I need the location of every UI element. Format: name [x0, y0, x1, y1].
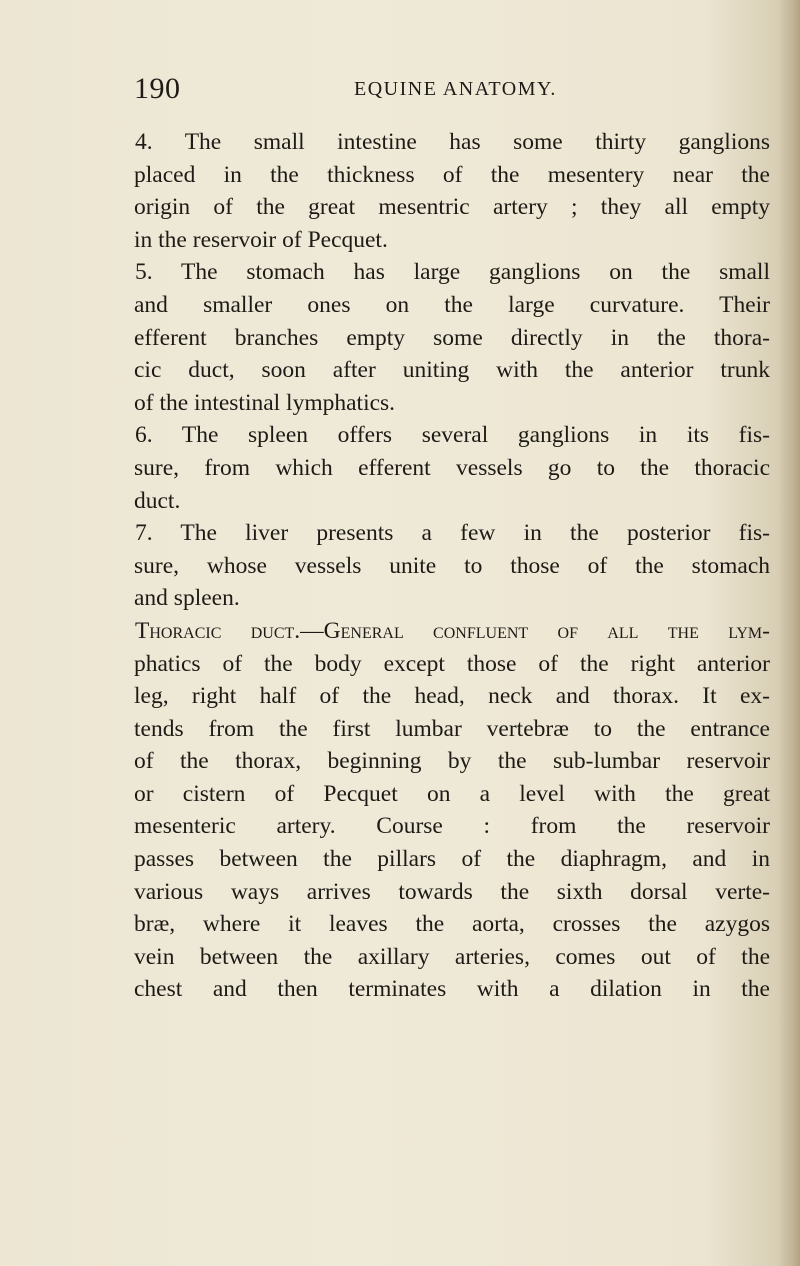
text-line: chest and then terminates with a dilation in the [134, 976, 770, 1003]
text-line: tends from the first lumbar vertebræ to the entrance [134, 715, 770, 742]
text-line: in the reservoir of Pecquet. [134, 226, 388, 253]
page-header [134, 72, 768, 112]
text-line: and smaller ones on the large curvature. Their [134, 291, 770, 318]
text-line: mesenteric artery. Course : from the reservoir [134, 813, 770, 840]
text-line: sure, from which efferent vessels go to the thoracic [134, 454, 770, 481]
text-line: leg, right half of the head, neck and thorax. It ex- [134, 683, 770, 710]
text-line: 4. The small intestine has some thirty ganglions [135, 129, 770, 155]
page-edge-shading [778, 0, 800, 1266]
text-line: placed in the thickness of the mesentery near the [134, 161, 770, 188]
text-line: origin of the great mesentric artery ; they all empty [134, 194, 770, 221]
text-line: and spleen. [134, 585, 240, 612]
text-line: passes between the pillars of the diaphragm, and in [134, 846, 770, 873]
text-line: sure, whose vessels unite to those of the stomach [134, 552, 770, 579]
body-text [134, 126, 770, 1006]
page-number: 190 [134, 72, 181, 105]
text-line: of the intestinal lymphatics. [134, 389, 396, 416]
text-line: various ways arrives towards the sixth dorsal verte- [134, 878, 770, 905]
text-line: cic duct, soon after uniting with the anterior trunk [134, 357, 770, 384]
text-line: vein between the axillary arteries, comes out of the [134, 943, 770, 970]
text-line: of the thorax, beginning by the sub-lumbar reservoir [134, 748, 770, 775]
text-line: 7. The liver presents a few in the posterior fis- [135, 520, 770, 547]
running-head: EQUINE ANATOMY. [354, 78, 557, 100]
section-heading-line: Thoracic duct.—General confluent of all the lym- [135, 617, 770, 644]
text-line: phatics of the body except those of the right anterior [134, 650, 770, 677]
text-line: duct. [134, 487, 181, 514]
text-line: efferent branches empty some directly in the thora- [134, 324, 770, 351]
text-line: 5. The stomach has large ganglions on the small [135, 259, 770, 286]
text-line: 6. The spleen offers several ganglions in its fis- [135, 422, 770, 449]
text-line: bræ, where it leaves the aorta, crosses the azygos [134, 911, 770, 938]
text-line: or cistern of Pecquet on a level with the great [134, 780, 770, 807]
